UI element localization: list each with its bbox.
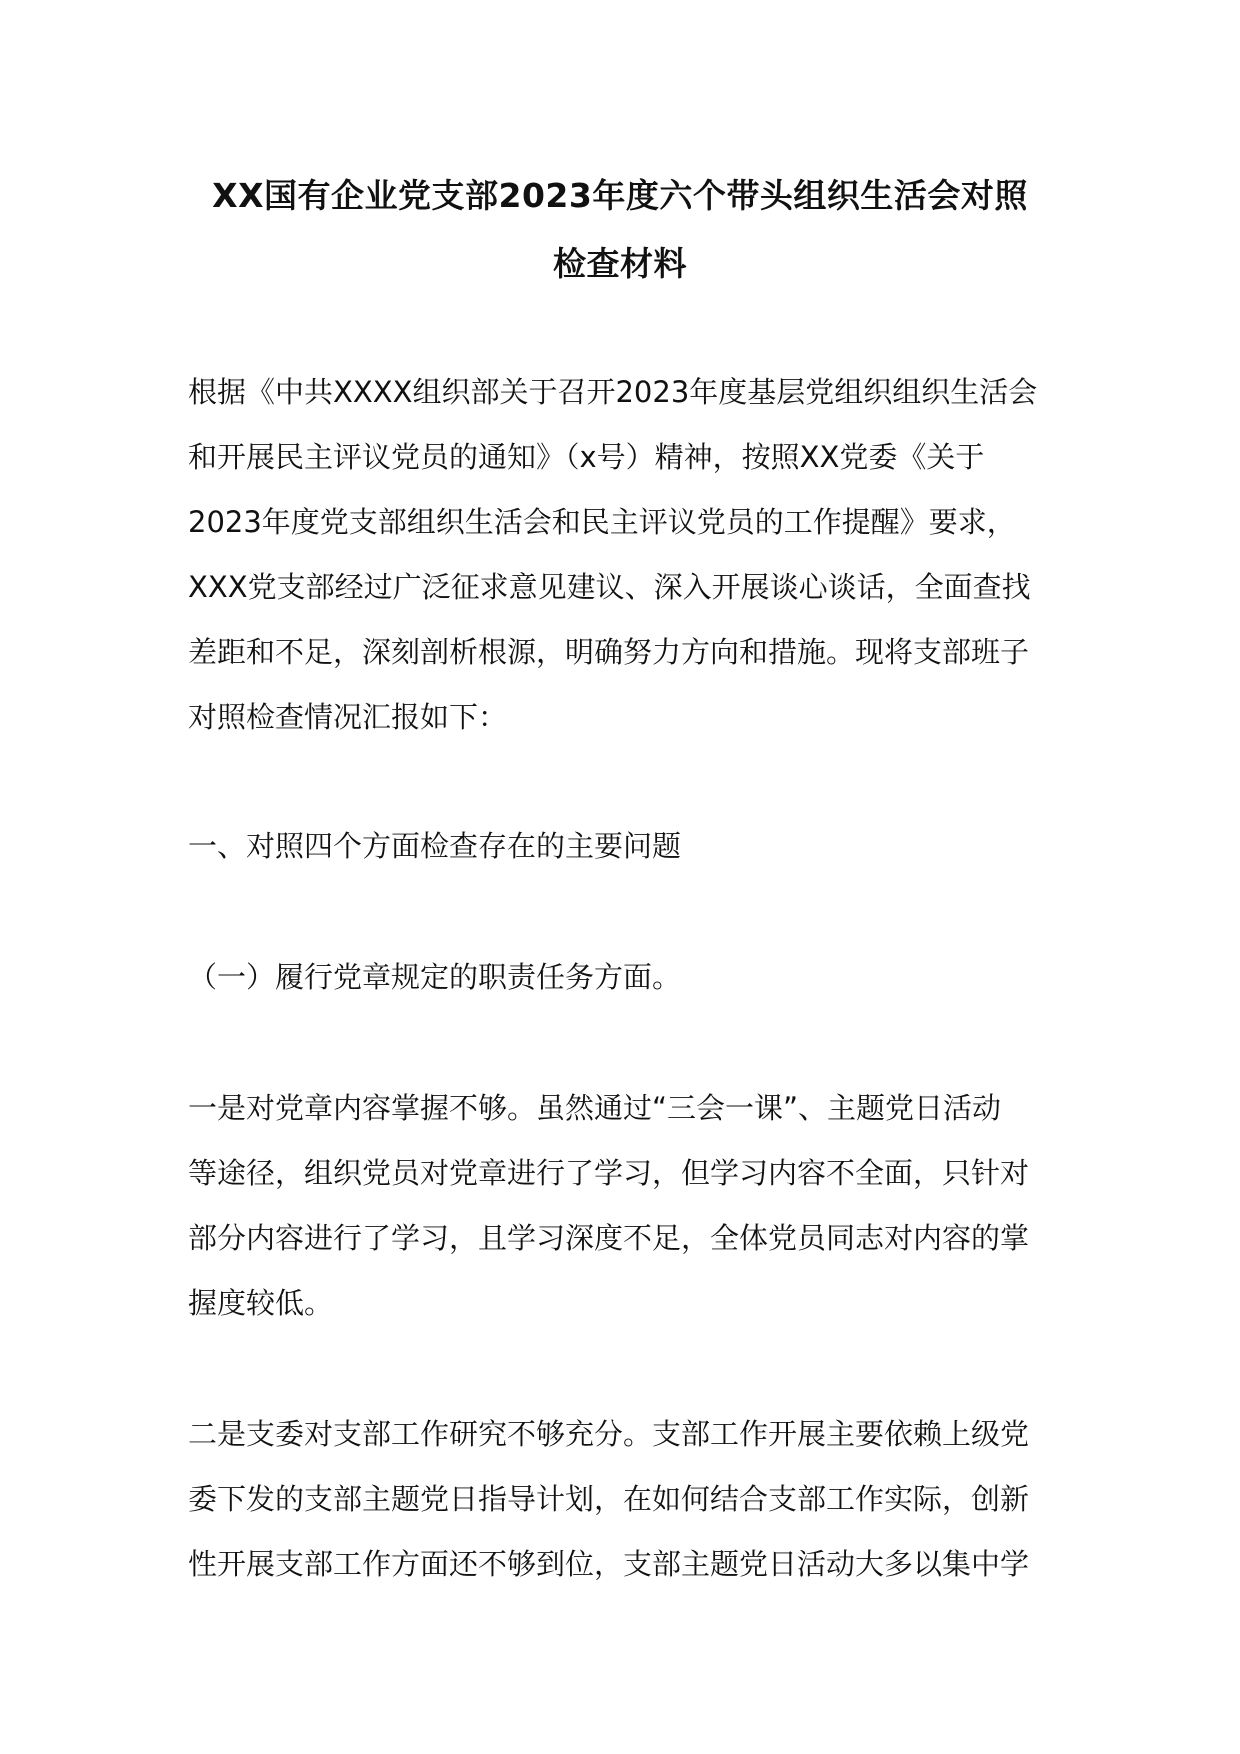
intro-line: XXX党支部经过广泛征求意见建议、深入开展谈心谈话，全面查找 [188,570,1031,604]
paragraph-line: 委下发的支部主题党日指导计划，在如何结合支部工作实际，创新 [188,1482,1030,1516]
paragraph-line: 性开展支部工作方面还不够到位，支部主题党日活动大多以集中学 [188,1547,1030,1581]
paragraph-line: 二是支委对支部工作研究不够充分。支部工作开展主要依赖上级党 [188,1417,1030,1451]
paragraph-line: 部分内容进行了学习，且学习深度不足，全体党员同志对内容的掌 [188,1221,1030,1255]
paragraph-point-one [188,1076,1088,1336]
paragraph-line: 握度较低。 [188,1286,334,1320]
document-title-line-2: 检查材料 [553,244,687,283]
intro-line: 2023年度党支部组织生活会和民主评议党员的工作提醒》要求， [188,505,1016,539]
paragraph-line: 等途径，组织党员对党章进行了学习，但学习内容不全面，只针对 [188,1156,1030,1190]
paragraph-point-two [188,1402,1088,1597]
subsection-heading [188,945,1088,1010]
section-heading [188,814,1088,879]
intro-paragraph [188,360,1088,750]
document-title-line-1: XX国有企业党支部2023年度六个带头组织生活会对照 [212,176,1028,215]
subsection-heading-text: （一）履行党章规定的职责任务方面。 [188,960,682,994]
intro-line: 根据《中共XXXX组织部关于召开2023年度基层党组织组织生活会 [188,375,1038,409]
section-heading-text: 一、对照四个方面检查存在的主要问题 [188,829,682,863]
intro-line: 对照检查情况汇报如下： [188,700,508,734]
intro-line: 和开展民主评议党员的通知》（x号）精神，按照XX党委《关于 [188,440,985,474]
paragraph-line: 一是对党章内容掌握不够。虽然通过“三会一课”、主题党日活动 [188,1091,1002,1125]
intro-line: 差距和不足，深刻剖析根源，明确努力方向和措施。现将支部班子 [188,635,1030,669]
